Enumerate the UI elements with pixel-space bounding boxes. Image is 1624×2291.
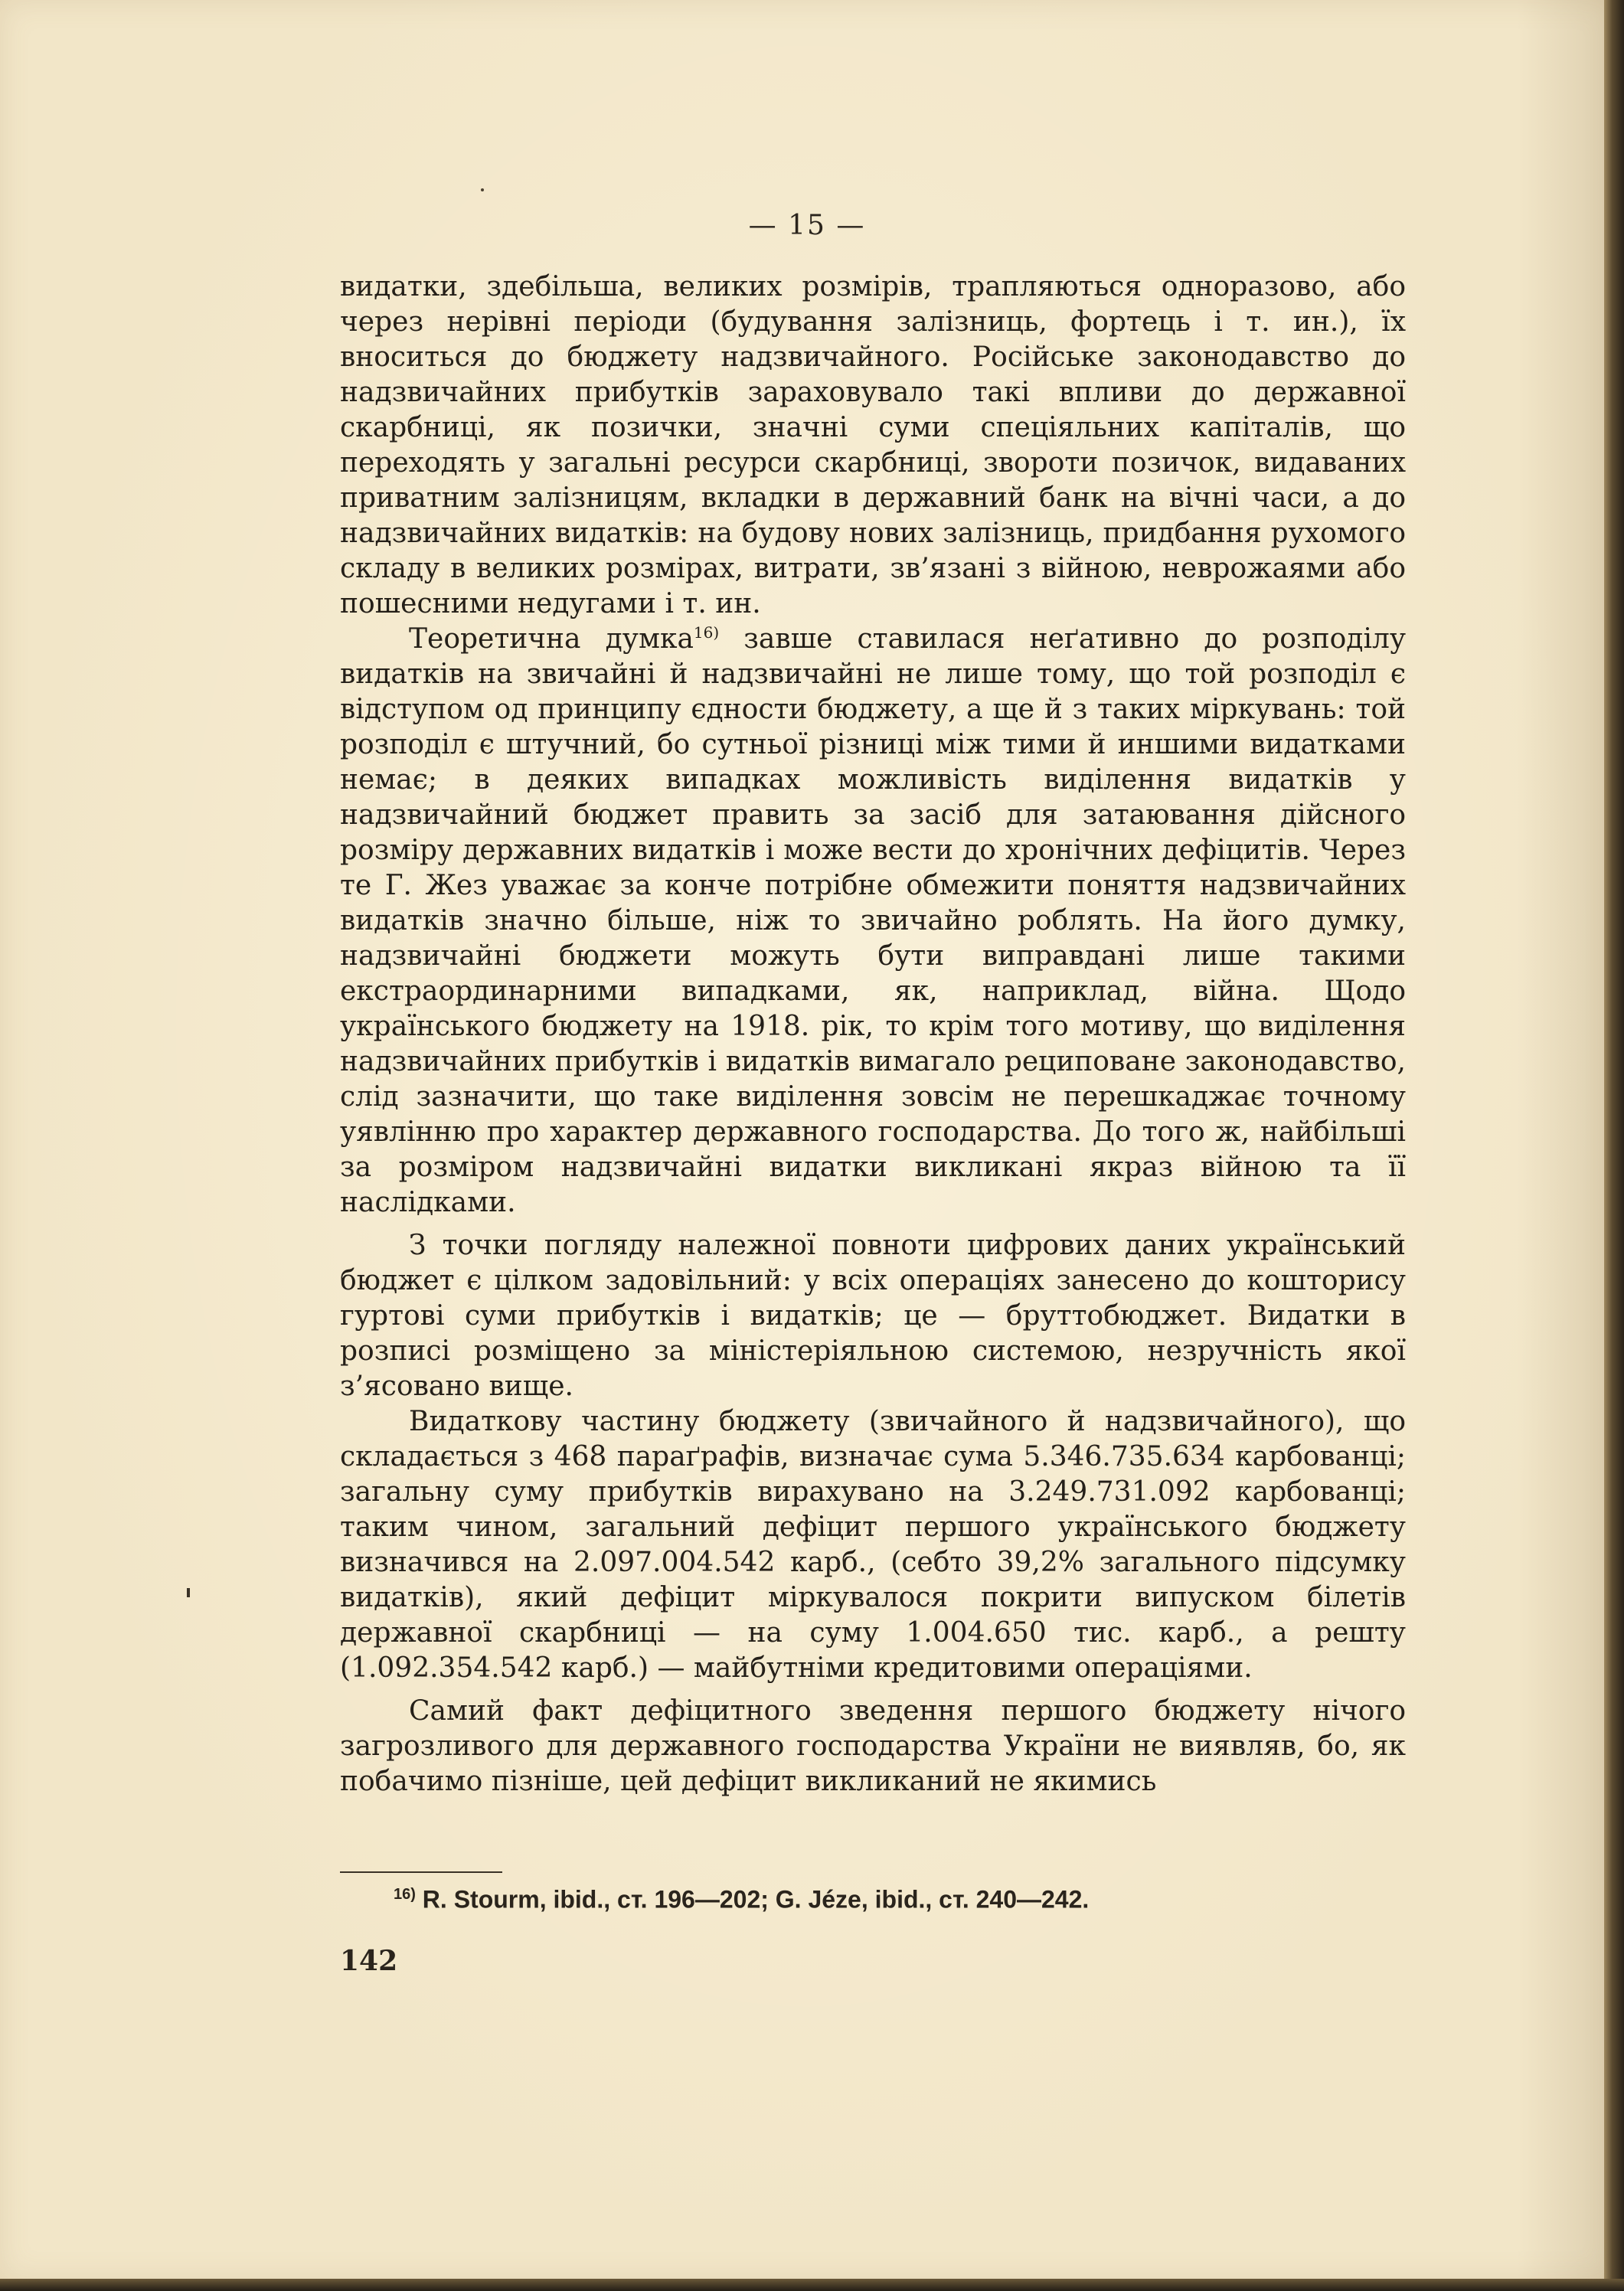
paragraph-theory xyxy=(340,622,1406,1221)
margin-mark xyxy=(187,1588,190,1597)
page-number: 142 xyxy=(340,1945,398,1977)
main-text xyxy=(340,270,1406,1799)
footnote-reference: 16) xyxy=(693,623,720,642)
footnote-divider xyxy=(340,1871,502,1873)
paragraph-theory-lead: Теоретична думка xyxy=(409,623,694,655)
paragraph-deficit: Самий факт дефіцитного зведення першого бюджету нічого загрозливого для державного господарства України не виявляв, бо, як побачимо пізніше, цей дефіцит викликаний не якимись xyxy=(340,1695,1406,1797)
footnote-marker: 16) xyxy=(394,1886,416,1903)
running-head: — 15 — xyxy=(748,210,866,241)
scan-right-edge xyxy=(1604,0,1624,2291)
paragraph-theory-body: завше ставилася неґативно до розподілу видатків на звичайні й надзвичайні не лише тому, що той розподіл є відступом од принципу єдности бюджету, а ще й з таких міркувань: той розподіл є штучний, бо сутньої різниці між тими й иншими видатками немає; в деяких випадках можливість виділення видатків у надзвичайний бюджет править за засіб для затаювання дійсного розміру державних видатків і може вести до хронічних дефіцитів. Через те Г. Жез уважає за конче потрібне обмежити поняття надзвичайних видатків значно більше, ніж то звичайно роблять. На його думку, надзвичайні бюджети можуть бути виправдані лише такими екстраординарними випадками, як, наприклад, війна. Щодо українського бюджету на 1918. рік, то крім того мотиву, що виділення надзвичайних прибутків і видатків вимагало рециповане законодавство, слід зазначити, що таке виділення зовсім не перешкаджає точному уявлінню про характер державного господарства. До того ж, найбільші за розміром надзвичайні видатки викликані якраз війною та її наслідками. xyxy=(340,623,1407,1218)
print-speck xyxy=(481,188,484,191)
footnote xyxy=(394,1878,1404,1917)
paragraph-expenditures: Видаткову частину бюджету (звичайного й надзвичайного), що складається з 468 параґрафів, визначає сума 5.346.735.634 карбованці; загальну суму прибутків вирахувано на 3.249.731.092 карбованці; таким чином, загальний дефіцит першого українського бюджету визначився на 2.097.004.542 карб., (себто 39,2% загального підсумку видатків), який дефіцит міркувалося покрити випуском білетів державної скарбниці — на суму 1.004.650 тис. карб., а решту (1.092.354.542 карб.) — майбутніми кредитовими операціями. xyxy=(340,1406,1406,1684)
scan-bottom-edge xyxy=(0,2279,1624,2291)
paragraph-completeness: З точки погляду належної повноти цифрових даних український бюджет є цілком задовільний: у всіх операціях занесено до кошторису гуртові суми прибутків і видатків; це — бруттобюджет. Видатки в розписі розміщено за міністеріяльною системою, незручність якої з’ясовано вище. xyxy=(340,1230,1406,1402)
paragraph-continuation: видатки, здебільша, великих розмірів, трапляються одноразово, або через нерівні періоди (будування залізниць, фортець і т. ин.), їх вноситься до бюджету надзвичайного. Російське законодавство до надзвичайних прибутків зараховувало такі впливи до державної скарбниці, як позички, значні суми спеціяльних капіталів, що переходять у загальні ресурси скарбниці, звороти позичок, видаваних приватним залізницям, вкладки в державний банк на вічні часи, а до надзвичайних видатків: на будову нових залізниць, придбання рухомого складу в великих розмірах, витрати, зв’язані з війною, неврожаями або пошесними недугами і т. ин. xyxy=(340,271,1406,619)
footnote-text: R. Stourm, ibid., ст. 196—202; G. Jéze, ibid., ст. 240—242. xyxy=(415,1885,1090,1914)
